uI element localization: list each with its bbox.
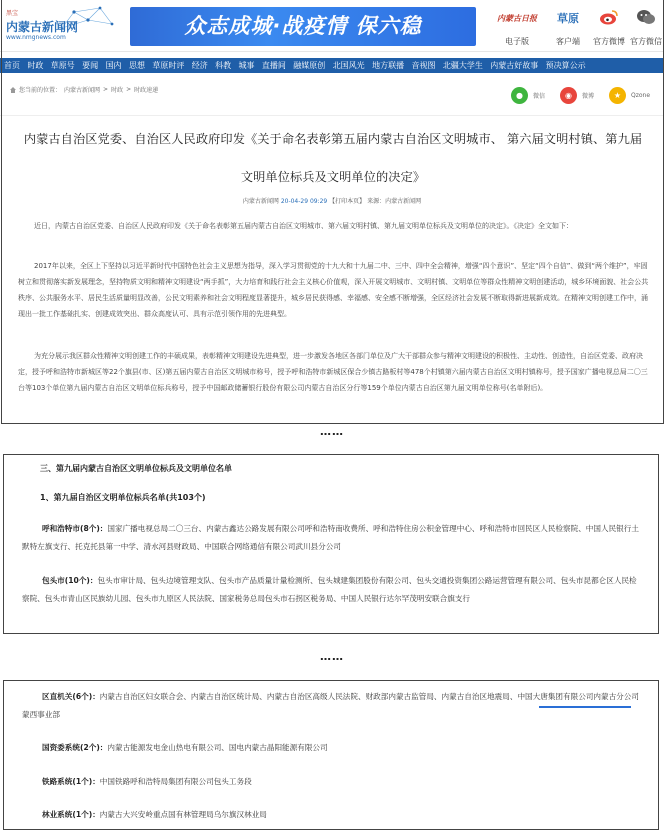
wechat-icon: [636, 8, 656, 26]
quick-link-wechat[interactable]: [626, 8, 664, 48]
main-nav: [0, 58, 664, 73]
breadcrumb-item[interactable]: 时政速递: [134, 87, 159, 94]
nav-item[interactable]: 草原时评: [152, 61, 185, 70]
share-wechat[interactable]: [511, 87, 545, 104]
quick-link-app[interactable]: [548, 8, 588, 48]
share-label: 微信: [533, 93, 546, 100]
nav-item[interactable]: 要闻: [82, 61, 99, 70]
print-link[interactable]: 【打印本页】: [329, 198, 366, 205]
article-meta: [0, 196, 664, 205]
entry-units: 中国铁路呼和浩特局集团有限公司包头工务段: [99, 777, 252, 786]
breadcrumb-sep: >: [126, 86, 132, 93]
nav-item[interactable]: 音视图: [411, 61, 436, 70]
breadcrumb-item[interactable]: 内蒙古新闻网: [64, 87, 101, 94]
nav-item[interactable]: 经济: [191, 61, 208, 70]
nav-item[interactable]: 首页: [4, 61, 20, 70]
article-paragraph: 2017年以来，全区上下坚持以习近平新时代中国特色社会主义思想为指导，深入学习贯彻党的十九大和十九届二中、三中、四中全会精神，增强“四个意识”、坚定“四个自信”、做到“两个维护”，牢固树立和贯彻落实新发展理念，坚持物质文明和精神文明建设“两手抓”，大力培育和践行社会主义核心价值观，深入开展文明城市、文明村镇、文明单位等群众性精神文明创建活动，城乡环境面貌、社会公共秩序、公共服务水平、居民生活质量明显改善，公民文明素养和社会文明程度显著提升，城乡居民获得感、幸福感、安全感不断增强，全区经济社会发展不断取得新进展新成效。在精神文明创建工作中，涌现出一批工作基础扎实、创建成效突出、群众高度认可、具有示范引领作用的先进典型。: [18, 262, 649, 318]
wechat-icon: ●: [511, 87, 528, 104]
entry-units: 包头市审计局、包头边境管理支队、包头市产品质量计量检测所、包头城建集团股份有限公司、包头交通投资集团公路运营管理有限公司、包头市昆都仑区人民检察院、包头市青山区民族幼儿园、包头市九原区人民法院、国家税务总局包头市石拐区税务局、中国人民银行达尔罕茂明安联合旗支行: [22, 576, 637, 603]
entry-units: 内蒙古自治区妇女联合会、内蒙古自治区统计局、内蒙古自治区高级人民法院、财政部内蒙古监管局、内蒙古自治区地震局、中国大唐集团有限公司内蒙古分公司蒙西事业部: [22, 692, 639, 719]
home-icon: [10, 87, 16, 93]
divider: [0, 115, 664, 116]
banner-text: 众志成城·战疫情 保六稳: [184, 14, 422, 38]
list-entry: [22, 773, 642, 791]
ellipsis-separator: ……: [320, 425, 344, 438]
nav-item[interactable]: 地方联播: [372, 61, 405, 70]
site-header: [0, 0, 664, 52]
logo-url: www.nmgnews.com: [6, 34, 66, 41]
share-weibo[interactable]: [560, 87, 594, 104]
list-entry: [22, 520, 642, 556]
breadcrumb-item[interactable]: 时政: [111, 87, 124, 94]
article-title-line2: 文明单位标兵及文明单位的决定》: [240, 170, 426, 184]
campaign-banner[interactable]: [130, 7, 476, 46]
entry-region: 包头市(10个)：: [42, 576, 98, 585]
breadcrumb-prefix: 您当前的位置：: [19, 87, 62, 94]
nav-item[interactable]: 内蒙古好故事: [490, 61, 539, 70]
nav-item[interactable]: 北疆大学生: [442, 61, 483, 70]
highlight-underline: [539, 706, 631, 708]
quick-link-label: 官方微信: [630, 37, 662, 46]
nav-item[interactable]: 北国风光: [332, 61, 365, 70]
share-label: 微博: [582, 93, 595, 100]
list-entry: [22, 572, 642, 608]
logo-prefix: 黑宝: [6, 10, 19, 17]
ellipsis-separator: ……: [320, 650, 344, 663]
nav-item[interactable]: 融媒原创: [293, 61, 326, 70]
weibo-icon: ◉: [560, 87, 577, 104]
nav-item[interactable]: 直播间: [261, 61, 286, 70]
entry-units: 国家广播电视总局二〇三台、内蒙古鑫达公路发展有限公司呼和浩特南收费所、呼和浩特住房公积金管理中心、呼和浩特市回民区人民检察院、中国人民银行土默特左旗支行、托克托县第一中学、清水河县财政局、中国联合网络通信有限公司武川县分公司: [22, 524, 639, 551]
share-label: Qzone: [631, 92, 651, 99]
entry-units: 内蒙古大兴安岭重点国有林管理局乌尔旗汉林业局: [99, 810, 267, 819]
nav-item[interactable]: 预决算公示: [545, 61, 586, 70]
quick-link-label: 客户端: [556, 37, 580, 46]
entry-region: 铁路系统(1个)：: [42, 777, 100, 786]
site-logo[interactable]: [6, 8, 114, 46]
epaper-icon: 内蒙古日报: [497, 14, 537, 23]
article-title: 内蒙古自治区党委、自治区人民政府印发《关于命名表彰第五届内蒙古自治区文明城市、 第六届文明村镇、第九届: [23, 132, 643, 146]
breadcrumb: [10, 85, 158, 94]
meta-source: 内蒙古新闻网: [242, 198, 279, 205]
meta-date: 20-04-29 09:29: [280, 198, 328, 205]
article-paragraph: 近日，内蒙古自治区党委、自治区人民政府印发《关于命名表彰第五届内蒙古自治区文明城市、第六届文明村镇、第九届文明单位标兵及文明单位的决定》。《决定》全文如下：: [34, 222, 573, 230]
entry-region: 国资委系统(2个)：: [42, 743, 108, 752]
nav-item[interactable]: 城事: [238, 61, 255, 70]
nav-item[interactable]: 时政: [27, 61, 44, 70]
section-heading: 三、第九届内蒙古自治区文明单位标兵及文明单位名单: [40, 464, 232, 473]
breadcrumb-sep: >: [103, 86, 109, 93]
nav-item[interactable]: 国内: [105, 61, 122, 70]
app-icon: 草原: [557, 12, 579, 25]
nav-item[interactable]: 草原号: [50, 61, 75, 70]
nav-item[interactable]: 思想: [128, 61, 145, 70]
entry-region: 呼和浩特市(8个)：: [42, 524, 108, 533]
quick-link-epaper[interactable]: [497, 8, 537, 48]
list-entry: [22, 806, 642, 824]
entry-region: 林业系统(1个)：: [42, 810, 100, 819]
quick-link-label: 电子版: [505, 37, 529, 46]
weibo-icon: [599, 8, 619, 26]
nav-item[interactable]: 科教: [215, 61, 232, 70]
meta-origin: 来源：内蒙古新闻网: [367, 198, 422, 205]
quick-link-label: 官方微博: [593, 37, 625, 46]
share-qzone[interactable]: [609, 87, 650, 104]
list-entry: [22, 739, 642, 757]
entry-units: 内蒙古能源发电金山热电有限公司、国电内蒙古晶阳能源有限公司: [107, 743, 328, 752]
qzone-star-icon: ★: [609, 87, 626, 104]
article-paragraph: 为充分展示我区群众性精神文明创建工作的丰硕成果，表彰精神文明建设先进典型，进一步激发各地区各部门单位及广大干部群众参与精神文明建设的积极性、主动性、创造性，自治区党委、政府决定，授予呼和浩特市新城区等22个旗县(市、区)第五届内蒙古自治区文明城市称号，授予呼和浩特市新城区保合少镇古路板村等478个村镇第六届内蒙古自治区文明村镇称号，授予国家广播电视总局二〇三台等103个单位第九届内蒙古自治区文明单位标兵称号，授予中国邮政储蓄银行股份有限公司内蒙古自治区分行等159个单位内蒙古自治区第九届文明单位称号(名单附后)。: [18, 352, 648, 392]
logo-title: 内蒙古新闻网: [6, 20, 79, 34]
section-subheading: 1、第九届自治区文明单位标兵名单(共103个): [40, 493, 206, 502]
quick-link-weibo[interactable]: [589, 8, 629, 48]
entry-region: 区直机关(6个)：: [42, 692, 100, 701]
